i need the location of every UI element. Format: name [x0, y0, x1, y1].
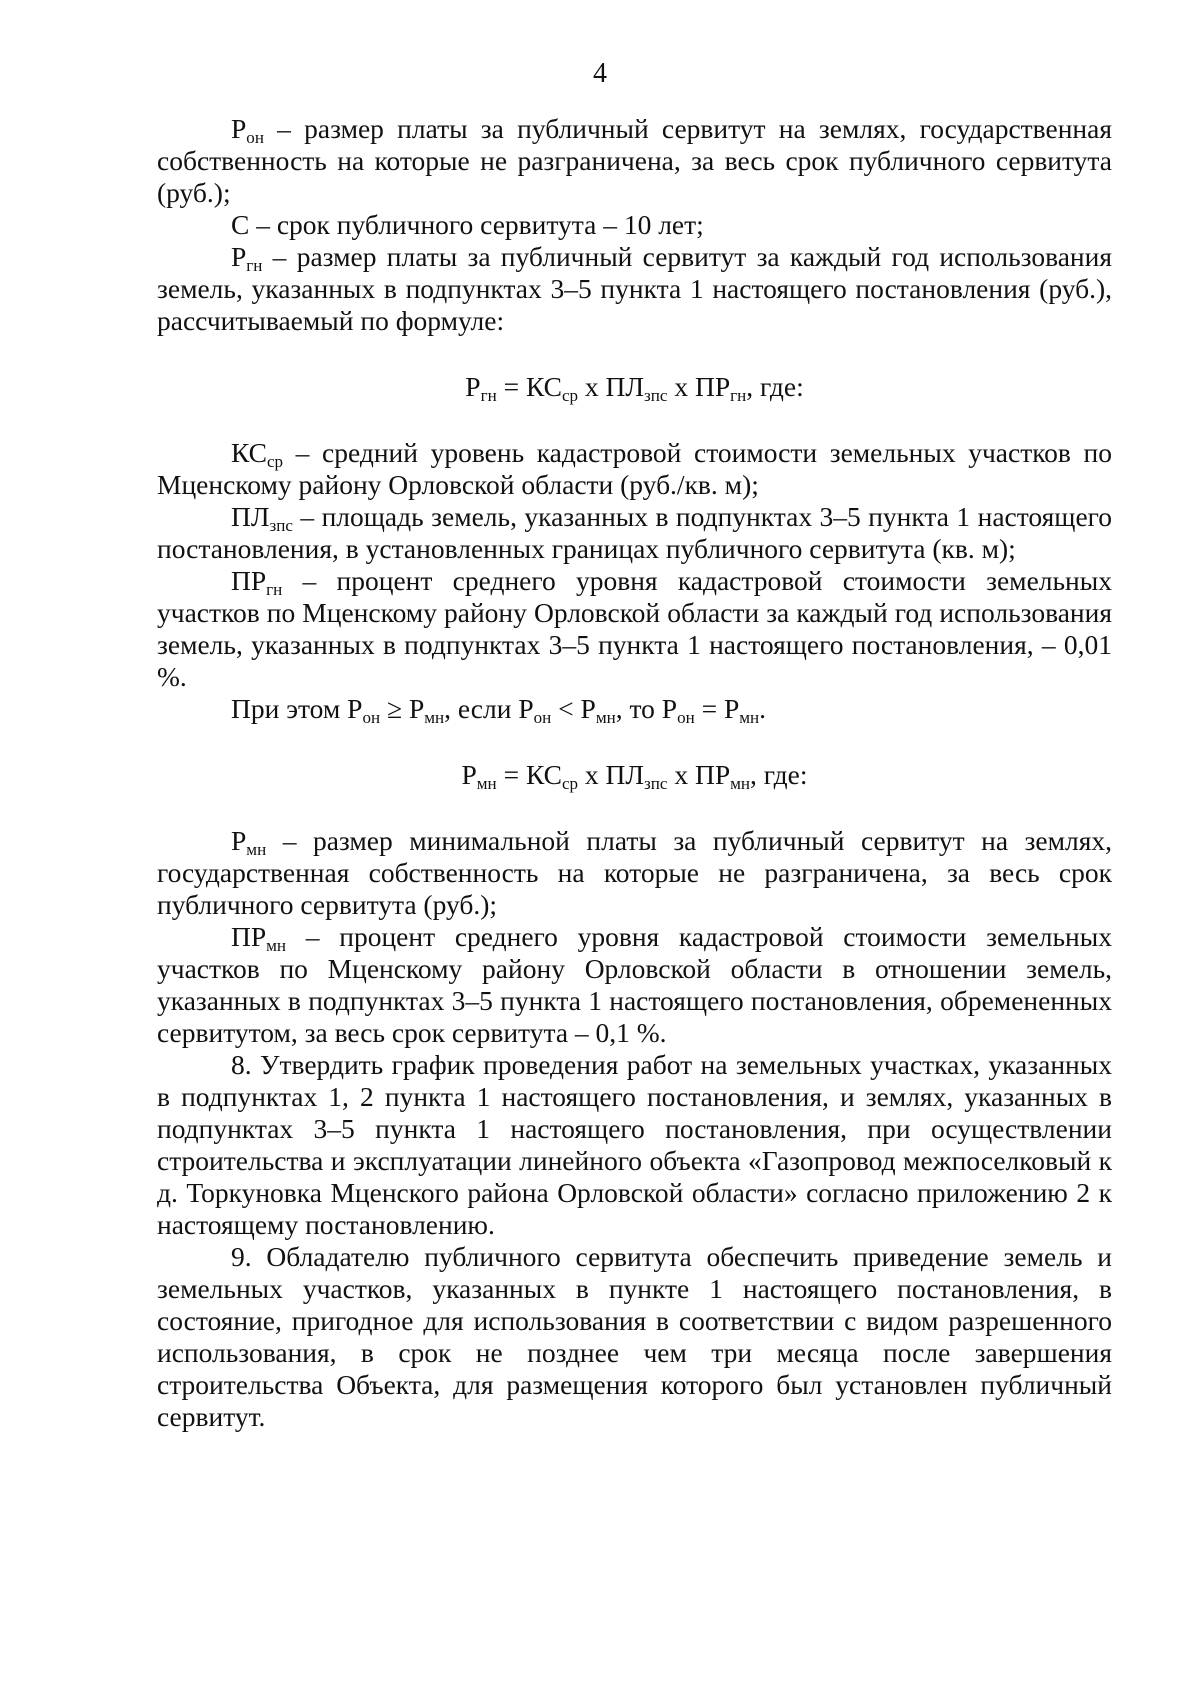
symbol-subscript: ср	[267, 451, 284, 471]
formula-term: х ПР	[667, 371, 731, 402]
symbol-subscript: гн	[266, 579, 283, 599]
definition-p-on	[157, 113, 1112, 209]
condition-text: , если Р	[444, 693, 534, 724]
symbol-subscript: зпс	[269, 515, 293, 535]
condition-text: ≥ Р	[380, 693, 425, 724]
symbol-subscript: мн	[266, 935, 287, 955]
definition-text: – размер минимальной платы за публичный сервитут на землях, государственная собственность на которые не разграничена, за весь срок публичного сервитута (руб.);	[157, 825, 1112, 920]
formula-subscript: зпс	[644, 773, 668, 793]
formula-term: х ПЛ	[578, 371, 645, 402]
definition-text: – процент среднего уровня кадастровой стоимости земельных участков по Мценскому району Орловской области за каждый год использования земель, указанных в подпунктах 3–5 пункта 1 настоящего постановления, – 0,01 %.	[157, 565, 1112, 692]
definition-pr-gn	[157, 565, 1112, 693]
formula-subscript: зпс	[644, 385, 668, 405]
definition-p-gn	[157, 241, 1112, 337]
condition-subscript: мн	[424, 707, 445, 727]
formula-p-gn	[157, 371, 1112, 403]
condition-text: При этом Р	[231, 693, 363, 724]
condition-subscript: мн	[739, 707, 760, 727]
formula-subscript: гн	[480, 385, 497, 405]
symbol: ПЛ	[231, 501, 270, 532]
definition-text: – процент среднего уровня кадастровой стоимости земельных участков по Мценскому району Орловской области в отношении земель, указанных в подпунктах 3–5 пункта 1 настоящего постановления, обремененных сервитутом, за весь срок сервитута – 0,1 %.	[157, 921, 1112, 1048]
clause-9	[157, 1241, 1112, 1433]
condition-subscript: он	[677, 707, 695, 727]
definition-text: – размер платы за публичный сервитут на землях, государственная собственность на которые не разграничена, за весь срок публичного сервитута (руб.);	[157, 113, 1112, 208]
formula-term: , где:	[750, 759, 808, 790]
symbol: Р	[231, 241, 247, 272]
definition-ks	[157, 437, 1112, 501]
symbol-subscript: он	[246, 127, 264, 147]
symbol: ПР	[231, 565, 267, 596]
symbol-subscript: гн	[246, 255, 263, 275]
definition-text: – размер платы за публичный сервитут за каждый год использования земель, указанных в подпунктах 3–5 пункта 1 настоящего постановления (руб.), рассчитываемый по формуле:	[157, 241, 1112, 336]
formula-term: х ПР	[667, 759, 731, 790]
formula-term: = КС	[496, 371, 562, 402]
formula-term: = КС	[496, 759, 562, 790]
definition-text: – площадь земель, указанных в подпунктах 3–5 пункта 1 настоящего постановления, в установленных границах публичного сервитута (кв. м);	[157, 501, 1112, 564]
definition-text: – средний уровень кадастровой стоимости земельных участков по Мценскому району Орловской области (руб./кв. м);	[157, 437, 1112, 500]
formula-subscript: мн	[476, 773, 497, 793]
condition-text: .	[759, 693, 767, 724]
definition-c	[157, 209, 1112, 241]
formula-term: х ПЛ	[578, 759, 645, 790]
clause-text: 9. Обладателю публичного сервитута обеспечить приведение земель и земельных участков, указанных в пункте 1 настоящего постановления, в состояние, пригодное для использования в соответствии с видом разрешенного использования, в срок не позднее чем три месяца после завершения строительства Объекта, для размещения которого был установлен публичный сервитут.	[157, 1241, 1112, 1432]
symbol: ПР	[231, 921, 267, 952]
formula-p-mn	[157, 759, 1112, 791]
condition-text: = Р	[694, 693, 740, 724]
condition-subscript: он	[362, 707, 381, 727]
page-number: 4	[593, 58, 607, 89]
condition-text: < Р	[551, 693, 596, 724]
definition-pr-mn	[157, 921, 1112, 1049]
formula-term: Р	[465, 371, 481, 402]
formula-subscript: ср	[561, 385, 579, 405]
symbol: КС	[231, 437, 267, 468]
condition-subscript: мн	[595, 707, 616, 727]
definition-p-mn	[157, 825, 1112, 921]
definition-text: С – срок публичного сервитута – 10 лет;	[231, 209, 704, 240]
symbol: Р	[231, 113, 247, 144]
formula-term: Р	[461, 759, 477, 790]
document-body	[157, 113, 1112, 1433]
condition-subscript: он	[533, 707, 552, 727]
formula-subscript: ср	[561, 773, 579, 793]
formula-subscript: мн	[730, 773, 751, 793]
symbol: Р	[231, 825, 247, 856]
clause-8	[157, 1049, 1112, 1241]
definition-pl	[157, 501, 1112, 565]
formula-term: , где:	[746, 371, 804, 402]
clause-text: 8. Утвердить график проведения работ на земельных участках, указанных в подпунктах 1, 2 пункта 1 настоящего постановления, и землях, указанных в подпунктах 3–5 пункта 1 настоящего постановления, при осуществлении строительства и эксплуатации линейного объекта «Газопровод межпоселковый к д. Торкуновка Мценского района Орловской области» согласно приложению 2 к настоящему постановлению.	[157, 1049, 1112, 1240]
condition-text: , то Р	[615, 693, 678, 724]
formula-subscript: гн	[730, 385, 747, 405]
condition-line	[157, 693, 1112, 725]
symbol-subscript: мн	[246, 839, 267, 859]
